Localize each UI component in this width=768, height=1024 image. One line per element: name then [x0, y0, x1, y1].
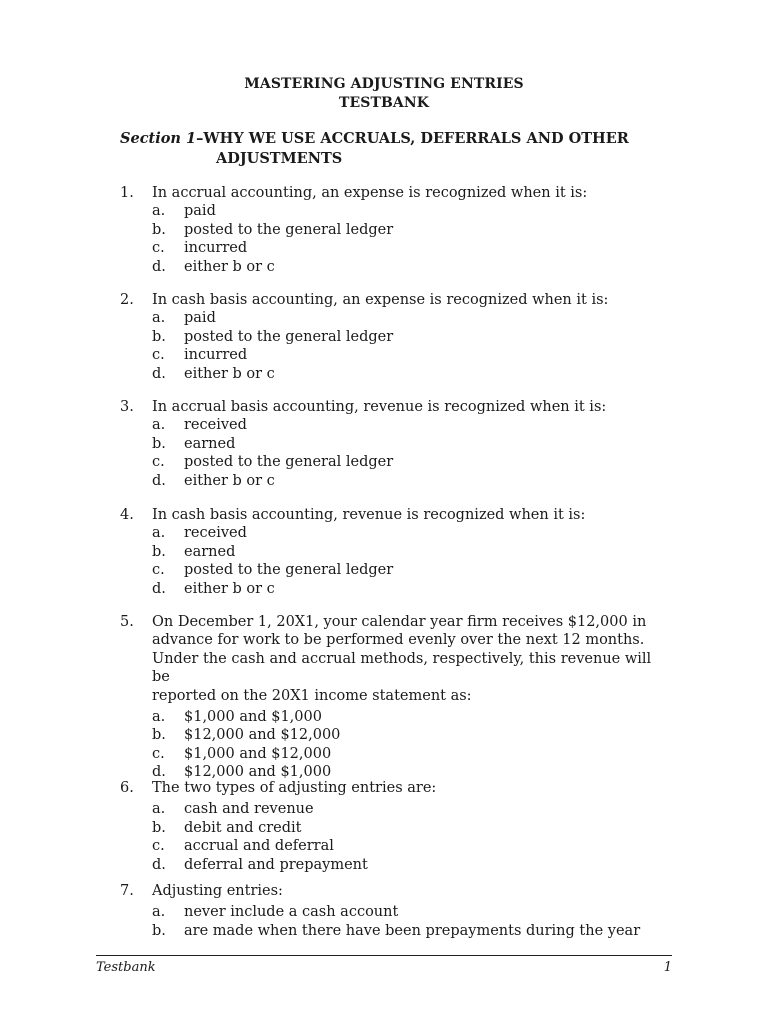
answer-option	[120, 837, 660, 855]
answer-option	[120, 903, 660, 921]
option-text: cash and revenue	[184, 801, 314, 818]
answer-option	[120, 726, 660, 744]
option-letter: a.	[152, 203, 166, 220]
option-letter: c.	[152, 838, 165, 855]
document-subtitle: TESTBANK	[338, 95, 430, 111]
option-letter: c.	[152, 240, 165, 257]
question-text-line: reported on the 20X1 income statement as:	[152, 687, 472, 704]
option-text: either b or c	[184, 365, 275, 382]
question-text: The two types of adjusting entries are:	[152, 780, 437, 796]
option-letter: c.	[152, 562, 165, 579]
option-letter: a.	[152, 310, 166, 327]
section-label: Section 1	[120, 130, 197, 147]
question-text: Adjusting entries:	[152, 883, 283, 899]
question-text-line: advance for work to be performed evenly over the next 12 months.	[152, 632, 645, 649]
footer-label: Testbank	[96, 960, 156, 975]
answer-option	[120, 221, 660, 239]
question-text: In cash basis accounting, an expense is recognized when it is:	[152, 292, 609, 308]
option-text: earned	[184, 543, 236, 560]
option-text: are made when there have been prepayments during the year	[184, 922, 641, 939]
page-number: 1	[663, 960, 672, 975]
question-3	[120, 398, 660, 490]
question-number: 7.	[120, 883, 134, 899]
question-1	[120, 184, 660, 276]
option-letter: d.	[152, 580, 166, 597]
question-text: In cash basis accounting, revenue is recognized when it is:	[152, 507, 586, 523]
answer-option	[120, 472, 660, 490]
option-letter: a.	[152, 525, 166, 542]
question-4	[120, 506, 660, 598]
option-text: paid	[184, 310, 216, 327]
option-letter: b.	[152, 221, 166, 238]
question-text: In accrual accounting, an expense is recognized when it is:	[152, 185, 588, 201]
option-text: either b or c	[184, 258, 275, 275]
option-text: incurred	[184, 240, 248, 257]
answer-option	[120, 524, 660, 542]
option-letter: b.	[152, 727, 166, 744]
option-letter: b.	[152, 435, 166, 452]
option-text: debit and credit	[184, 819, 302, 836]
question-text: In accrual basis accounting, revenue is recognized when it is:	[152, 399, 607, 415]
question-number: 4.	[120, 507, 134, 523]
section-title-part1: –WHY WE USE ACCRUALS, DEFERRALS AND OTHER	[196, 130, 629, 147]
question-6	[120, 779, 660, 874]
answer-option	[120, 819, 660, 837]
option-letter: b.	[152, 819, 166, 836]
answer-option	[120, 416, 660, 434]
option-letter: d.	[152, 365, 166, 382]
option-text: received	[184, 417, 247, 434]
option-letter: b.	[152, 543, 166, 560]
option-text: deferral and prepayment	[184, 856, 368, 873]
option-text: posted to the general ledger	[184, 328, 394, 345]
answer-option	[120, 346, 660, 364]
answer-option	[120, 561, 660, 579]
document-title: MASTERING ADJUSTING ENTRIES	[244, 76, 524, 92]
answer-option	[120, 453, 660, 471]
question-2	[120, 291, 660, 383]
option-letter: d.	[152, 258, 166, 275]
option-letter: a.	[152, 904, 166, 921]
answer-option	[120, 435, 660, 453]
question-number: 3.	[120, 399, 134, 415]
option-text: received	[184, 525, 247, 542]
question-text-line: Under the cash and accrual methods, respectively, this revenue will be	[152, 650, 652, 686]
answer-option	[120, 708, 660, 726]
option-letter: d.	[152, 764, 166, 781]
option-text: accrual and deferral	[184, 838, 334, 855]
question-text-line: On December 1, 20X1, your calendar year firm receives $12,000 in	[152, 614, 647, 630]
option-text: posted to the general ledger	[184, 454, 394, 471]
option-text: $12,000 and $1,000	[184, 764, 332, 781]
option-text: posted to the general ledger	[184, 221, 394, 238]
question-number: 1.	[120, 185, 134, 201]
option-letter: a.	[152, 709, 166, 726]
answer-option	[120, 580, 660, 598]
section-title-part2: ADJUSTMENTS	[216, 150, 343, 167]
option-letter: c.	[152, 745, 165, 762]
answer-option	[120, 543, 660, 561]
answer-option	[120, 922, 660, 940]
footer-divider	[96, 955, 672, 956]
option-text: earned	[184, 435, 236, 452]
question-text	[152, 613, 660, 705]
option-letter: a.	[152, 801, 166, 818]
option-letter: b.	[152, 922, 166, 939]
option-letter: a.	[152, 417, 166, 434]
answer-option	[120, 202, 660, 220]
answer-option	[120, 239, 660, 257]
option-text: either b or c	[184, 580, 275, 597]
answer-option	[120, 328, 660, 346]
option-text: $12,000 and $12,000	[184, 727, 341, 744]
option-letter: d.	[152, 472, 166, 489]
question-number: 5.	[120, 614, 134, 630]
question-7	[120, 882, 660, 940]
option-text: either b or c	[184, 472, 275, 489]
question-number: 6.	[120, 780, 134, 796]
option-text: never include a cash account	[184, 904, 399, 921]
question-number: 2.	[120, 292, 134, 308]
option-text: incurred	[184, 347, 248, 364]
option-letter: b.	[152, 328, 166, 345]
answer-option	[120, 800, 660, 818]
option-text: posted to the general ledger	[184, 562, 394, 579]
option-text: $1,000 and $1,000	[184, 709, 322, 726]
option-letter: c.	[152, 347, 165, 364]
section-heading	[120, 129, 680, 169]
option-letter: c.	[152, 454, 165, 471]
question-5	[120, 613, 660, 782]
option-letter: d.	[152, 856, 166, 873]
answer-option	[120, 745, 660, 763]
answer-option	[120, 258, 660, 276]
answer-option	[120, 856, 660, 874]
option-text: paid	[184, 203, 216, 220]
answer-option	[120, 365, 660, 383]
answer-option	[120, 309, 660, 327]
option-text: $1,000 and $12,000	[184, 745, 332, 762]
